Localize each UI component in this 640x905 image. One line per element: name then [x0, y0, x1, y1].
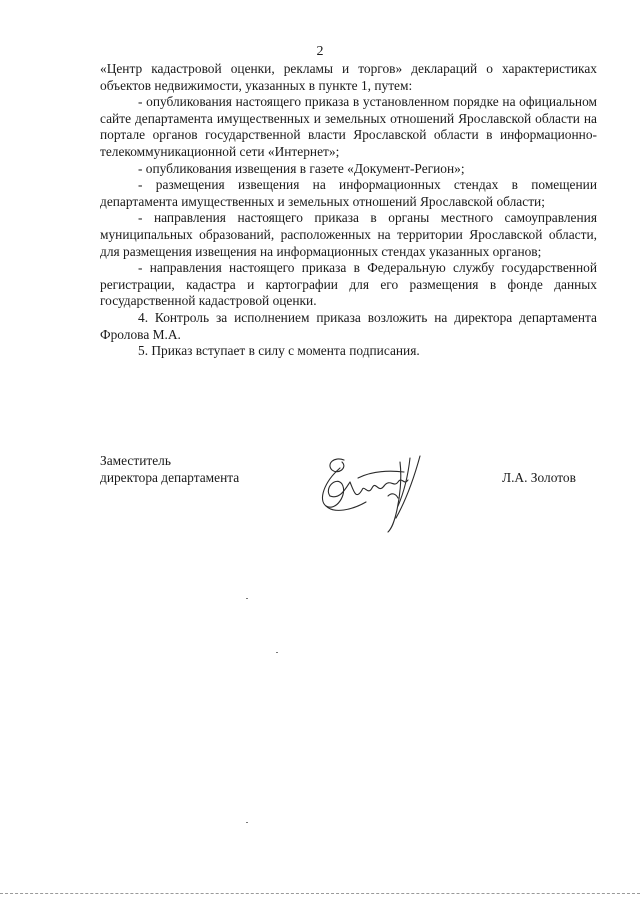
handwritten-signature: [300, 448, 450, 538]
paragraph-publish-newspaper: - опубликования извещения в газете «Документ-Регион»;: [138, 160, 465, 176]
signatory-position-line1: Заместитель: [100, 453, 171, 468]
paragraph-continuation: «Центр кадастровой оценки, рекламы и торгов» деклараций о характеристиках объектов недвижимости, указанных в пункте 1, путем:: [100, 61, 597, 93]
scan-speck: [246, 598, 248, 599]
scan-speck: [246, 822, 248, 823]
scan-bottom-edge: [0, 893, 640, 894]
signatory-position-line2: директора департамента: [100, 470, 240, 485]
paragraph-publish-website: - опубликования настоящего приказа в установленном порядке на официальном сайте департамента имущественных и земельных отношений Ярославской области на портале органов государственной власти Ярославской области в информационно-телекоммуникационной сети «Интернет»;: [100, 94, 597, 159]
paragraph-info-stands: - размещения извещения на информационных стендах в помещении департамента имущественных и земельных отношений Ярославской области;: [100, 177, 597, 209]
signatory-name: Л.А. Золотов: [502, 470, 576, 485]
paragraph-local-authorities: - направления настоящего приказа в органы местного самоуправления муниципальных образований, расположенных на территории Ярославской области, для размещения извещения на информационных стендах указанных органов;: [100, 210, 597, 259]
page-number: 2: [316, 44, 324, 59]
document-body: [100, 61, 597, 360]
paragraph-federal-service: - направления настоящего приказа в Федеральную службу государственной регистрации, кадастра и картографии для его размещения в фонде данных государственной кадастровой оценки.: [100, 260, 597, 309]
signatory-position: [100, 452, 239, 486]
paragraph-effective: 5. Приказ вступает в силу с момента подписания.: [138, 343, 420, 359]
paragraph-control: 4. Контроль за исполнением приказа возложить на директора департамента Фролова М.А.: [100, 309, 597, 342]
scan-speck: [276, 652, 278, 653]
